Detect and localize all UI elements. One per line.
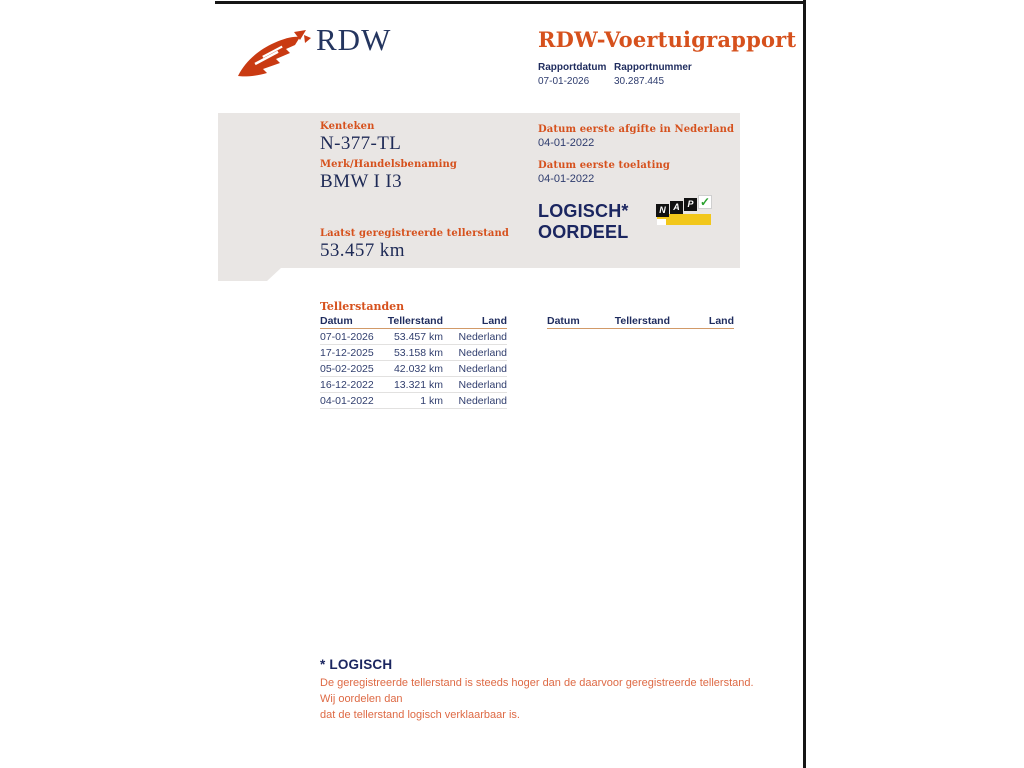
col-header-datum: Datum	[320, 315, 353, 327]
rdw-logo-swoosh-icon	[236, 29, 311, 79]
nap-logo	[653, 194, 717, 230]
eerste-afgifte-label: Datum eerste afgifte in Nederland	[538, 124, 735, 135]
table-row	[320, 377, 507, 393]
table-header-row	[320, 314, 507, 329]
merk-label: Merk/Handelsbenaming	[320, 159, 458, 170]
nap-checkmark-icon: ✓	[699, 195, 711, 209]
cell-tellerstand: 53.457 km	[393, 330, 443, 343]
nap-white-notch	[657, 219, 666, 225]
tellerstanden-heading: Tellerstanden	[320, 300, 405, 313]
eerste-toelating-label: Datum eerste toelating	[538, 160, 670, 171]
oordeel-line2: OORDEEL	[538, 222, 629, 242]
cell-datum: 17-12-2025	[320, 346, 374, 359]
table-header-row	[547, 314, 734, 329]
col-header-land: Land	[481, 315, 507, 327]
cell-land: Nederland	[458, 378, 507, 391]
cell-tellerstand: 13.321 km	[393, 378, 443, 391]
report-number-value: 30.287.445	[614, 76, 665, 87]
footnote-text	[320, 675, 760, 723]
kenteken-value: N-377-TL	[320, 133, 402, 154]
page-top-border	[215, 1, 806, 4]
cell-land: Nederland	[458, 346, 507, 359]
kenteken-label: Kenteken	[320, 121, 375, 132]
footnote-line2: dat de tellerstand logisch verklaarbaar is.	[320, 709, 520, 721]
table-row	[320, 361, 507, 377]
footnote-line1: De geregistreerde tellerstand is steeds hoger dan de daarvoor geregistreerde tellerstand. Wij oordelen dan	[320, 677, 754, 705]
cell-datum: 05-02-2025	[320, 362, 374, 375]
col-header-datum: Datum	[547, 315, 580, 327]
col-header-land: Land	[708, 315, 734, 327]
tellerstanden-table-left	[320, 314, 507, 409]
cell-tellerstand: 53.158 km	[393, 346, 443, 359]
table-row	[320, 345, 507, 361]
cell-datum: 07-01-2026	[320, 330, 374, 343]
col-header-tellerstand: Tellerstand	[614, 315, 670, 327]
report-date-label: Rapportdatum	[538, 62, 607, 73]
page-right-border	[803, 0, 806, 768]
report-date-value: 07-01-2026	[538, 76, 590, 87]
rdw-logo-wordmark: RDW	[316, 22, 392, 57]
laatste-tellerstand-label: Laatst geregistreerde tellerstand	[320, 228, 509, 239]
cell-datum: 04-01-2022	[320, 394, 374, 407]
cell-land: Nederland	[458, 394, 507, 407]
cell-tellerstand: 42.032 km	[393, 362, 443, 375]
nap-letter-a: A	[670, 201, 683, 214]
cell-tellerstand: 1 km	[420, 394, 443, 407]
oordeel-line1: LOGISCH*	[538, 201, 629, 221]
tellerstanden-table-right	[547, 314, 734, 329]
laatste-tellerstand-value: 53.457 km	[320, 240, 405, 261]
nap-letter-n: N	[656, 204, 669, 217]
eerste-afgifte-value: 04-01-2022	[538, 137, 595, 149]
cell-datum: 16-12-2022	[320, 378, 374, 391]
report-number-label: Rapportnummer	[614, 62, 692, 73]
merk-value: BMW I I3	[320, 171, 403, 192]
cell-land: Nederland	[458, 330, 507, 343]
eerste-toelating-value: 04-01-2022	[538, 173, 595, 185]
oordeel-verdict	[538, 201, 629, 243]
table-row	[320, 393, 507, 409]
nap-letter-p: P	[684, 198, 697, 211]
report-title: RDW-Voertuigrapport	[538, 27, 797, 52]
footnote-title: * LOGISCH	[320, 657, 393, 672]
col-header-tellerstand: Tellerstand	[387, 315, 443, 327]
table-row	[320, 329, 507, 345]
cell-land: Nederland	[458, 362, 507, 375]
